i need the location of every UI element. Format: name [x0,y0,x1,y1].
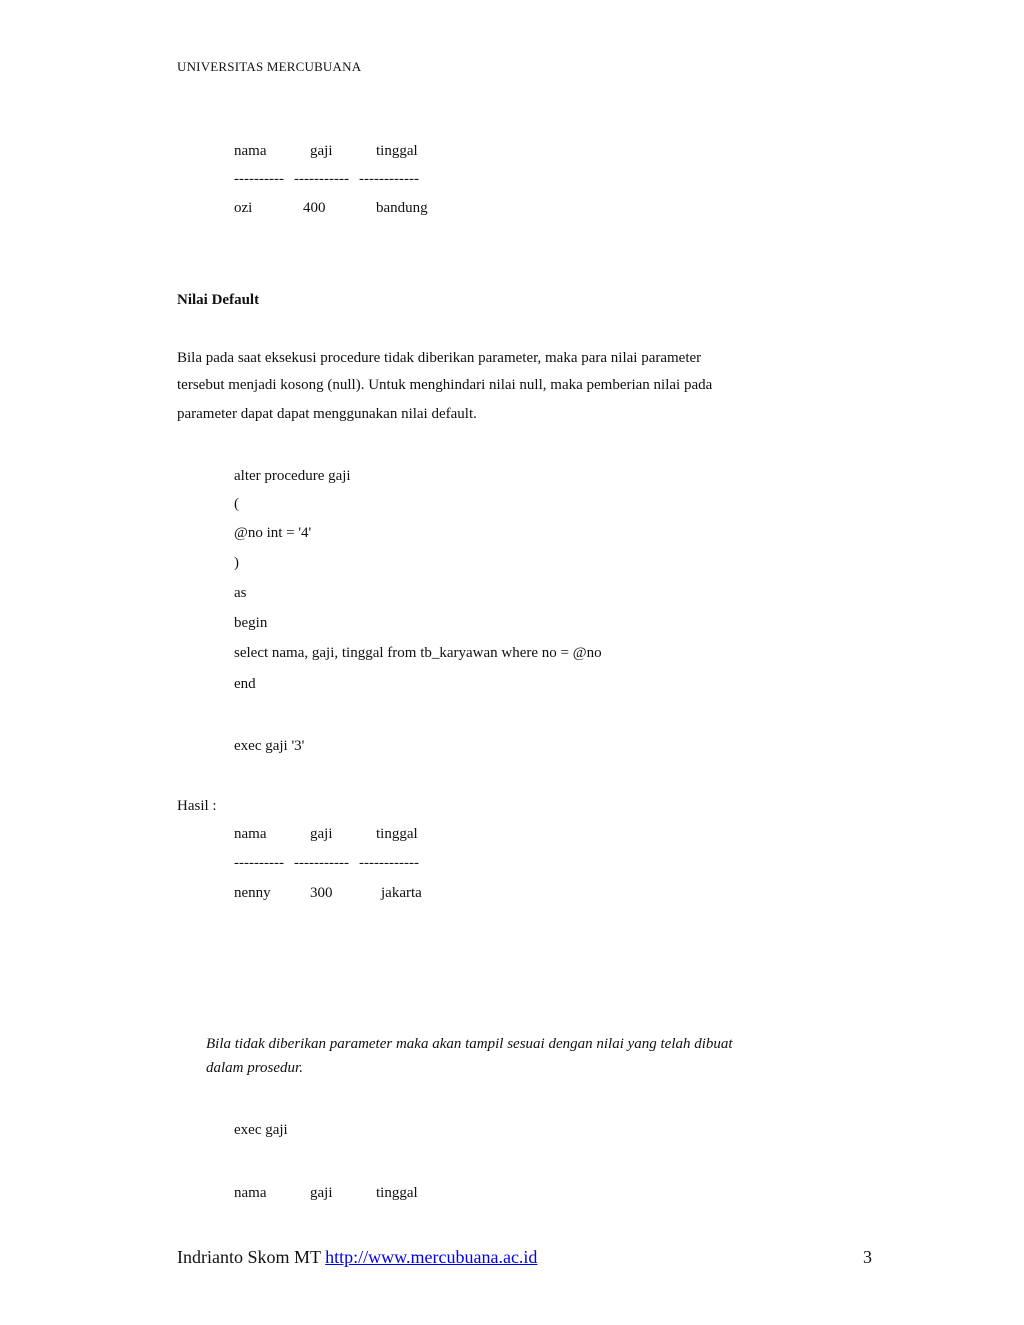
table-header-gaji: gaji [310,1185,333,1201]
page-number: 3 [863,1247,872,1267]
table-separator: ------------ [359,171,419,187]
table-separator: ---------- [234,855,284,871]
table-separator: ----------- [294,855,349,871]
table-cell: bandung [376,200,428,216]
code-line: end [234,676,256,692]
page-header: UNIVERSITAS MERCUBUANA [177,59,362,74]
code-line: select nama, gaji, tinggal from tb_karyawan where no = @no [234,645,602,661]
code-line: ( [234,496,239,512]
note-line: dalam prosedur. [206,1060,303,1076]
table-separator: ----------- [294,171,349,187]
page-footer [177,1247,537,1268]
table-header-tinggal: tinggal [376,143,418,159]
table-header-nama: nama [234,826,267,842]
code-line: @no int = '4' [234,525,312,541]
paragraph-line: parameter dapat dapat menggunakan nilai default. [177,406,477,422]
exec-statement: exec gaji '3' [234,738,305,754]
table-cell: jakarta [381,885,422,901]
result-label: Hasil : [177,798,217,814]
exec-statement: exec gaji [234,1122,288,1138]
code-line: alter procedure gaji [234,468,351,484]
paragraph-line: tersebut menjadi kosong (null). Untuk menghindari nilai null, maka pemberian nilai pada [177,377,713,393]
footer-link[interactable]: http://www.mercubuana.ac.id [325,1247,538,1267]
table-header-gaji: gaji [310,143,333,159]
paragraph-line: Bila pada saat eksekusi procedure tidak diberikan parameter, maka para nilai parameter [177,350,702,366]
table-cell: nenny [234,885,271,901]
table-separator: ------------ [359,855,419,871]
table-header-nama: nama [234,143,267,159]
table-separator: ---------- [234,171,284,187]
table-header-gaji: gaji [310,826,333,842]
table-header-tinggal: tinggal [376,826,418,842]
code-line: ) [234,555,239,571]
section-heading: Nilai Default [177,292,260,308]
table-header-nama: nama [234,1185,267,1201]
table-cell: ozi [234,200,253,216]
footer-author: Indrianto Skom MT [177,1247,321,1267]
code-line: begin [234,615,268,631]
table-cell: 400 [303,200,326,216]
code-line: as [234,585,247,601]
table-header-tinggal: tinggal [376,1185,418,1201]
note-line: Bila tidak diberikan parameter maka akan tampil sesuai dengan nilai yang telah dibuat [206,1036,733,1052]
table-cell: 300 [310,885,333,901]
